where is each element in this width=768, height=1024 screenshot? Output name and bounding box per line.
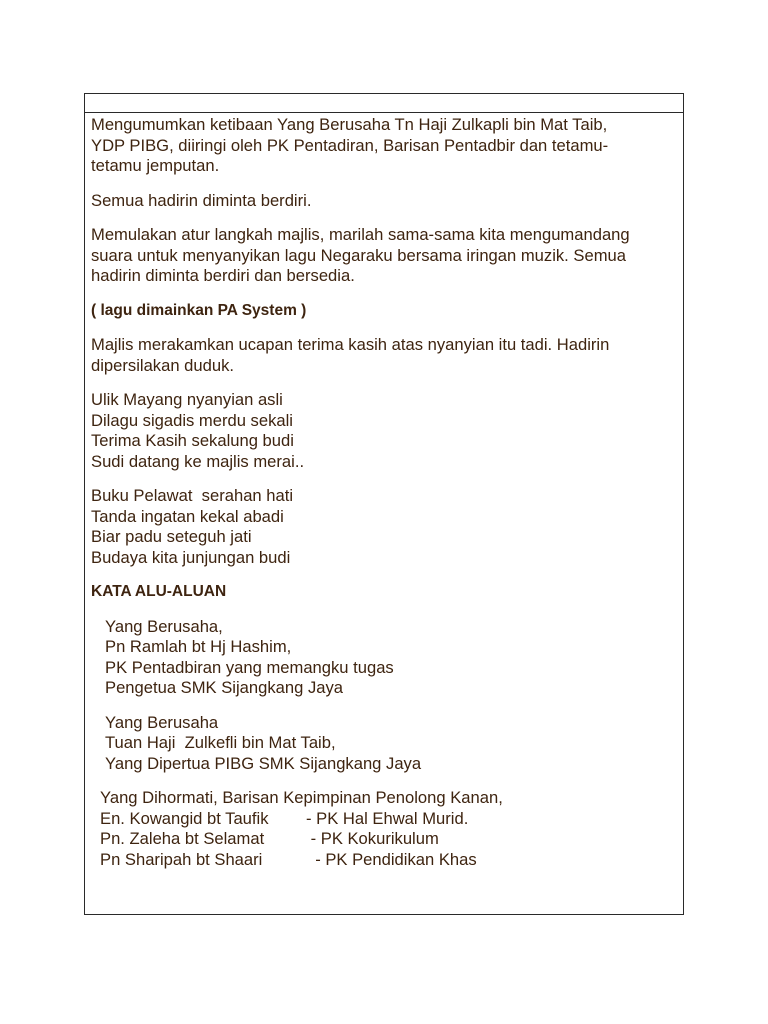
- address-line: Yang Dipertua PIBG SMK Sijangkang Jaya: [105, 753, 422, 773]
- text-line: tetamu jemputan.: [91, 156, 220, 175]
- staff-row: [100, 829, 678, 850]
- document-table: [84, 93, 684, 915]
- staff-block: [91, 788, 678, 870]
- verse-line: Sudi datang ke majlis merai..: [91, 451, 305, 471]
- thanks-paragraph: [91, 335, 678, 376]
- address-line: Tuan Haji Zulkefli bin Mat Taib,: [105, 733, 336, 752]
- announcement-paragraph: [91, 115, 678, 177]
- text-line: suara untuk menyanyikan lagu Negaraku bersama iringan muzik. Semua: [91, 245, 626, 265]
- section-heading: KATA ALU-ALUAN: [91, 583, 227, 600]
- table-header-row: [85, 94, 683, 113]
- staff-role: - PK Hal Ehwal Murid.: [306, 808, 469, 828]
- verse-line: Tanda ingatan kekal abadi: [91, 506, 284, 526]
- text-line: Majlis merakamkan ucapan terima kasih atas nyanyian itu tadi. Hadirin: [91, 335, 610, 354]
- stand-instruction: Semua hadirin diminta berdiri.: [91, 190, 312, 210]
- address-line: Pengetua SMK Sijangkang Jaya: [105, 678, 344, 697]
- verse-line: Ulik Mayang nyanyian asli: [91, 390, 283, 409]
- verse-line: Budaya kita junjungan budi: [91, 547, 291, 567]
- staff-role: - PK Kokurikulum: [306, 829, 439, 848]
- verse-line: Buku Pelawat serahan hati: [91, 486, 294, 505]
- address-line: PK Pentadbiran yang memangku tugas: [105, 657, 394, 677]
- address-line: Pn Ramlah bt Hj Hashim,: [105, 637, 292, 656]
- address-block-2: [91, 713, 678, 775]
- pantun-verse-2: [91, 486, 678, 568]
- table-body-cell: [85, 113, 683, 870]
- verse-line: Dilagu sigadis merdu sekali: [91, 410, 293, 430]
- staff-name: Pn Sharipah bt Shaari: [100, 849, 263, 869]
- staff-row: [100, 809, 678, 830]
- text-line: hadirin diminta berdiri dan bersedia.: [91, 266, 355, 285]
- text-line: dipersilakan duduk.: [91, 355, 234, 375]
- verse-line: Terima Kasih sekalung budi: [91, 431, 294, 450]
- address-block-1: [91, 617, 678, 699]
- text-line: YDP PIBG, diiringi oleh PK Pentadiran, Barisan Pentadbir dan tetamu-: [91, 135, 609, 155]
- text-line: Mengumumkan ketibaan Yang Berusaha Tn Haji Zulkapli bin Mat Taib,: [91, 115, 608, 134]
- address-line: Yang Berusaha,: [105, 616, 223, 636]
- verse-line: Biar padu seteguh jati: [91, 527, 252, 546]
- staff-intro: Yang Dihormati, Barisan Kepimpinan Penolong Kanan,: [100, 788, 503, 807]
- pantun-verse-1: [91, 390, 678, 472]
- anthem-paragraph: [91, 225, 678, 287]
- staff-name: Pn. Zaleha bt Selamat: [100, 829, 265, 848]
- pa-system-note: ( lagu dimainkan PA System ): [91, 301, 307, 319]
- staff-role: - PK Pendidikan Khas: [306, 849, 477, 869]
- address-line: Yang Berusaha: [105, 712, 219, 732]
- text-line: Memulakan atur langkah majlis, marilah sama-sama kita mengumandang: [91, 225, 630, 244]
- staff-name: En. Kowangid bt Taufik: [100, 808, 269, 828]
- staff-row: [100, 850, 678, 871]
